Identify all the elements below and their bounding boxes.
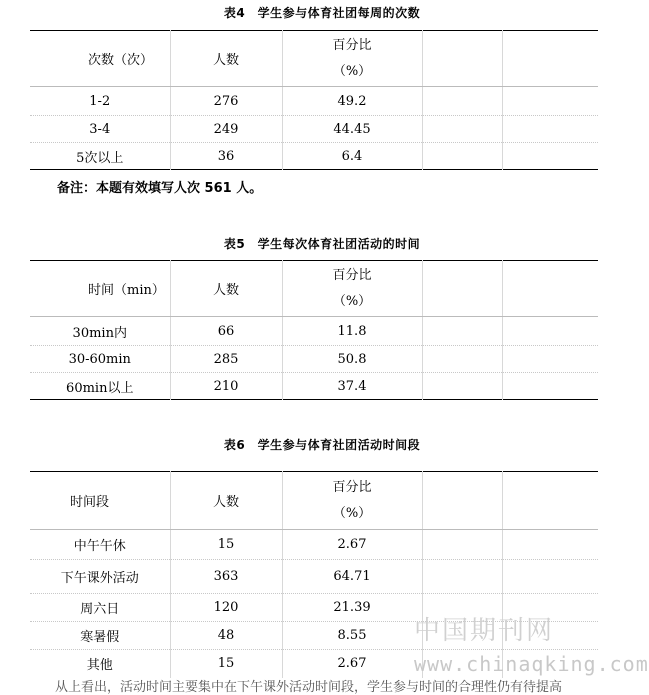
row-label: 30min内: [30, 317, 170, 346]
row-label: 周六日: [30, 594, 170, 622]
table6-header-period: 时间段: [30, 472, 170, 530]
table4-header-percent-line1: 百分比: [332, 37, 372, 53]
row-label: 其他: [86, 658, 113, 674]
row-label: 3-4: [30, 116, 170, 143]
row-label: 寒暑假: [30, 622, 170, 650]
row-count: 66: [170, 317, 282, 346]
row-count: 249: [170, 116, 282, 143]
table4-header-percent: [282, 31, 422, 87]
table5-title: 表5 学生每次体育社团活动的时间: [223, 237, 421, 251]
row-percent: 44.45: [282, 116, 422, 143]
table4-header-people: 人数: [170, 31, 282, 87]
row-label: 5次以上: [76, 150, 124, 166]
table6-header-percent-line1: 百分比: [332, 479, 372, 495]
table6-header-row: [30, 472, 598, 530]
table5-header-percent: [282, 261, 422, 317]
table6-title: 表6 学生参与体育社团活动时间段: [223, 438, 421, 452]
row-percent: 8.55: [282, 622, 422, 650]
table5-header-percent-line2: （%）: [332, 293, 372, 309]
row-label: 60min以上: [66, 380, 134, 396]
row-percent: 37.4: [282, 373, 422, 400]
table-row: [30, 116, 598, 143]
row-count: 36: [170, 143, 282, 170]
table5: [30, 260, 598, 400]
row-percent: 21.39: [282, 594, 422, 622]
row-percent: 50.8: [282, 346, 422, 373]
row-label: 1-2: [30, 87, 170, 116]
table4-header-count: 次数（次）: [30, 31, 170, 87]
table-row: [30, 530, 598, 560]
table4: [30, 30, 598, 170]
table4-title: 表4 学生参与体育社团每周的次数: [223, 6, 421, 20]
row-count: 15: [170, 530, 282, 560]
table6-header-percent: [282, 472, 422, 530]
row-count: 285: [170, 346, 282, 373]
row-percent: 64.71: [282, 560, 422, 594]
table5-header-time: 时间（min）: [30, 261, 170, 317]
row-percent: 2.67: [282, 530, 422, 560]
row-count: 276: [170, 87, 282, 116]
table-row: [30, 346, 598, 373]
footer-text-fragment: 从上看出，活动时间主要集中在下午课外活动时间段，学生参与时间的合理性仍有待提高: [55, 680, 563, 695]
table-row: [30, 143, 598, 170]
row-count: 120: [170, 594, 282, 622]
row-count: 210: [170, 373, 282, 400]
watermark-url: www.chinaqking.com: [414, 652, 649, 676]
table5-header-people: 人数: [170, 261, 282, 317]
row-percent: 49.2: [282, 87, 422, 116]
table6-header-percent-line2: （%）: [332, 505, 372, 521]
table4-header-percent-line2: （%）: [332, 63, 372, 79]
watermark-chinese: 中国期刊网: [414, 616, 555, 646]
row-label: 中午午休: [30, 530, 170, 560]
row-count: 363: [170, 560, 282, 594]
row-label: 下午课外活动: [30, 560, 170, 594]
row-percent: 11.8: [282, 317, 422, 346]
table-row: [30, 87, 598, 116]
table-row: [30, 560, 598, 594]
table4-note: 备注：本题有效填写人次 561 人。: [57, 181, 263, 196]
row-count: 48: [170, 622, 282, 650]
table6-header-people: 人数: [170, 472, 282, 530]
table-row: [30, 317, 598, 346]
table-row: [30, 373, 598, 400]
table5-header-percent-line1: 百分比: [332, 267, 372, 283]
row-label: 30-60min: [30, 346, 170, 373]
row-percent: 2.67: [282, 650, 422, 678]
table5-header-row: [30, 261, 598, 317]
table4-header-row: [30, 31, 598, 87]
row-count: 15: [170, 650, 282, 678]
row-percent: 6.4: [282, 143, 422, 170]
